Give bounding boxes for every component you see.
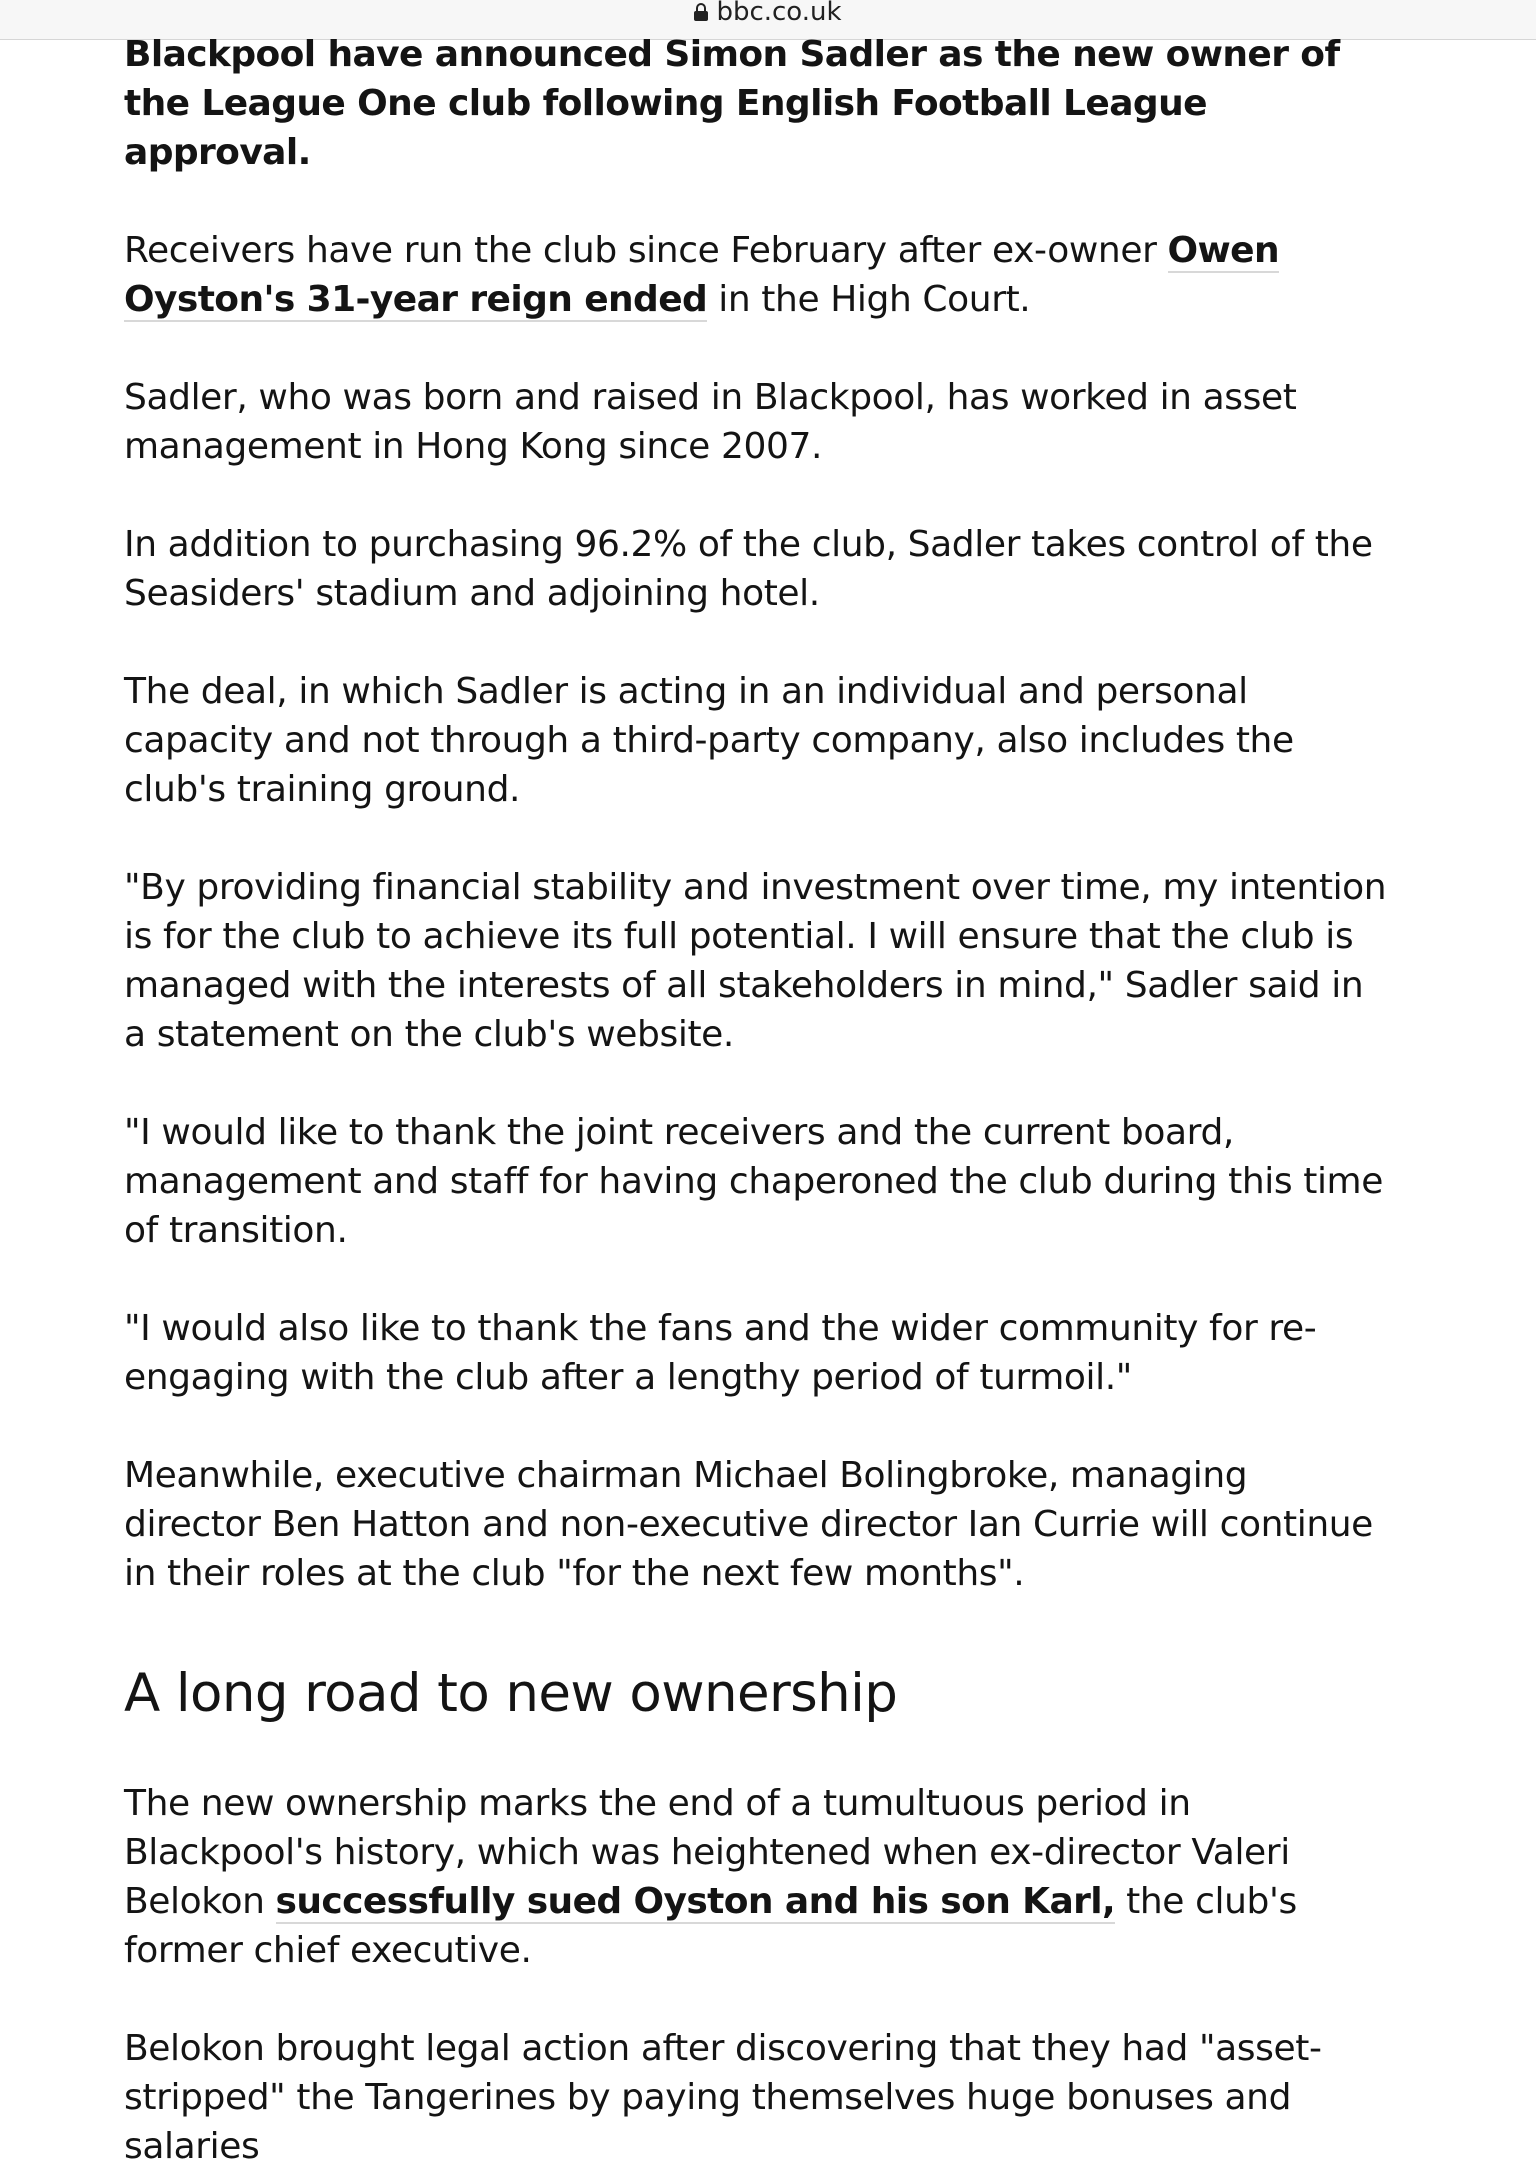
paragraph-purchase: In addition to purchasing 96.2% of the club, Sadler takes control of the Seasiders' stadium and adjoining hotel. [124, 524, 1373, 614]
paragraph-deal: The deal, in which Sadler is acting in an individual and personal capacity and not through a third-party company, also includes the club's training ground. [124, 671, 1294, 810]
lock-icon [694, 3, 708, 21]
paragraph-ownership-end [124, 1779, 1394, 1975]
paragraph-legal-action: Belokon brought legal action after discovering that they had "asset-stripped" the Tangerines by paying themselves huge bonuses and salaries [124, 2028, 1322, 2167]
address-domain[interactable] [694, 0, 841, 27]
article-body [124, 30, 1394, 2171]
paragraph-receivers [124, 226, 1394, 324]
paragraph-text: The new ownership marks the end of a tumultuous period in Blackpool's history, which was heightened when ex-director Valeri Belokon [124, 1783, 1290, 1922]
paragraph-text: in the High Court. [707, 279, 1031, 320]
domain-label: bbc.co.uk [716, 0, 842, 27]
link-sued-oyston[interactable]: successfully sued Oyston and his son Karl, [275, 1881, 1116, 1922]
section-heading: A long road to new ownership [124, 1663, 898, 1724]
paragraph-text: Receivers have run the club since February after ex-owner [124, 230, 1168, 271]
paragraph-quote-fans: "I would also like to thank the fans and the wider community for re-engaging with the club after a lengthy period of turmoil." [124, 1308, 1317, 1398]
paragraph-sadler-background: Sadler, who was born and raised in Blackpool, has worked in asset management in Hong Kong since 2007. [124, 377, 1297, 467]
paragraph-quote-thanks: "I would like to thank the joint receivers and the current board, management and staff for having chaperoned the club during this time of transition. [124, 1112, 1383, 1251]
paragraph-quote-stability: "By providing financial stability and investment over time, my intention is for the club to achieve its full potential. I will ensure that the club is managed with the interests of all stakeholders in mind," Sadler said in a statement on the club's website. [124, 867, 1387, 1055]
paragraph-board: Meanwhile, executive chairman Michael Bolingbroke, managing director Ben Hatton and non-executive director Ian Currie will continue in their roles at the club "for the next few months". [124, 1455, 1373, 1594]
link-owen-oyston-reign[interactable]: Owen Oyston's 31-year reign ended [124, 230, 1280, 320]
paragraph-text: the club's former chief executive. [124, 1881, 1297, 1971]
article-lead: Blackpool have announced Simon Sadler as the new owner of the League One club following English Football League approval. [124, 34, 1340, 173]
